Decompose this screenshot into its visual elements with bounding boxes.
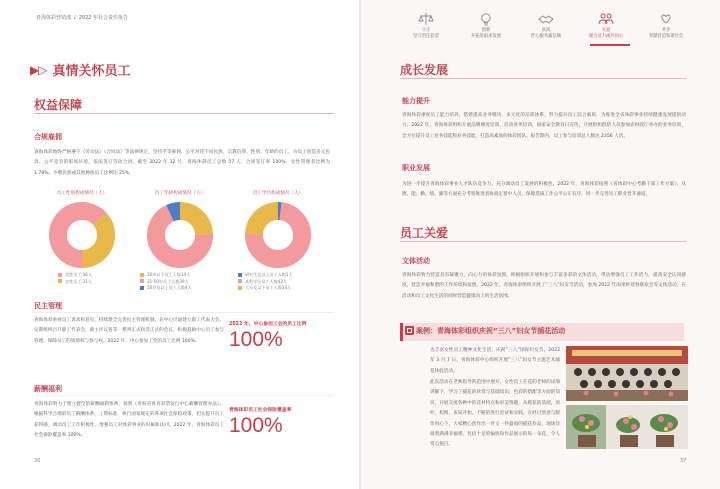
case-title: 案例：青海体彩组织庆祝“三八”妇女节插花活动 — [416, 327, 566, 335]
legend-label: 30岁以下员工人数14人 — [147, 272, 191, 277]
subsection-ability: 能力提升 — [402, 97, 430, 105]
section-title-rights: 权益保障 — [34, 98, 83, 112]
flower-arrangement-photo — [566, 405, 688, 449]
welfare-paragraph: 青海体彩致力于建立健全的薪酬福利体系，按照《青海省体育彩票发行中心薪酬管理办法》，根据科学合理的员工薪酬体系，工资标准、执行国家规定的各项社会保险政策，切实提升员工获得感，调动员工工作积极性，增强员工对体彩事业的归属和认同。2022 年，青海体彩员工社会保险覆盖率 100%。 — [34, 402, 224, 439]
nav-item-label: 关爱 聚合员力画共同心 — [588, 28, 624, 39]
section-divider — [400, 78, 686, 79]
nav-active-underline — [590, 44, 630, 46]
running-header — [36, 14, 128, 21]
page-number-left: 36 — [34, 458, 41, 464]
page-gutter — [359, 0, 361, 489]
legal-paragraph: 青海体彩始终严格遵守《劳动法》《合同法》等法律规定，坚持平等雇佣，公平对待不同民族、宗教信仰、性别、年龄的员工，为员工创造多元包容、公平竞争的职场环境，依法签订劳动合同。截至 2022 年 12 月，青海体彩员工总数 57 人，合同签订率 100%，女性管理者比例为 1.78%，少数民族或其他种族员工比例达 25%。 — [34, 150, 330, 176]
donut-hole — [263, 220, 293, 250]
page-number-right: 37 — [680, 458, 687, 464]
donut-chart-gender — [48, 201, 116, 269]
nav-item-sincerity[interactable] — [524, 12, 568, 40]
case-paragraph-1: 为丰富女性员工精神文化生活，庆祝“三八”国际妇女节，2022 年 3 月 7 日，青海体彩中心组织开展“三八”妇女节主题艺术插花体验活动。 — [430, 348, 560, 374]
culture-paragraph: 青海体彩致力营造具有凝聚力、向心力的体彩氛围，积极组织开展和参与丰富多彩的文体活动，带动增强员工工作活力，提高安全认同感度，营造幸福和谐的工作环境和氛围。2022 年，青海体彩组织开展了“三八”妇女节活动，参加 2022 年雨果杯迎春联欢会等文体活动，在活动和员工文化生活的同时营造健康向上的生活氛围。 — [402, 273, 686, 299]
subsection-culture: 文体活动 — [402, 257, 430, 265]
nav-item-label: 创新 开拓进取求发展 — [470, 28, 502, 39]
legend-swatch — [58, 273, 62, 277]
subsection-welfare: 薪酬福利 — [34, 385, 62, 393]
header-separator: / — [74, 15, 76, 21]
nav-item-label: 守正 坚守责任彩票 — [413, 28, 439, 39]
chapter-title-text: 真情关怀员工 — [52, 64, 131, 79]
donut-hole — [165, 220, 195, 250]
header-report: 2022 年社会责任报告 — [78, 15, 129, 21]
legend-swatch — [140, 279, 144, 283]
donut-chart-education — [244, 201, 312, 269]
group-photo — [566, 346, 688, 401]
nav-item-integrity[interactable] — [404, 12, 448, 40]
stat-value-insurance: 100% — [229, 414, 283, 437]
legend-swatch — [58, 279, 62, 283]
legend-swatch — [238, 279, 242, 283]
legend-label: 研究生及以上员工人数1人 — [245, 272, 293, 277]
section-divider — [34, 113, 334, 114]
section-divider — [400, 241, 686, 242]
chapter-arrow-icon: ▶▷ — [30, 62, 47, 77]
stat-value-union: 100% — [229, 328, 283, 351]
balance-icon — [418, 12, 434, 26]
heart-hands-icon — [658, 12, 674, 26]
career-paragraph: 为进一步提升青海体彩事业人才队伍竞争力，充分调动员工发展的积极性，2022 年，青海体彩按照《省体彩中心考勤干部工作方案》，从德、能、勤、绩、廉等方面充分考察推进者协商定着中人员，保障选拔工作公平公正有序，进一步完善员工职业晋升通道。 — [402, 182, 686, 198]
nav-item-label: 真诚 匠心服务赢信赖 — [530, 28, 562, 39]
legend-label: 女性员工 21人 — [65, 278, 92, 284]
chart-title-gender: 员工性别构成情况（人） — [56, 191, 108, 196]
nav-item-innovation[interactable] — [464, 12, 508, 40]
legend-label: 男性员工 36人 — [65, 272, 92, 277]
case-paragraph-2: 此次活动在老师指导的范围中展开，女性员工在花的老师的详细讲解下，学习了插花的欣赏与基础知识，色彩的搭配等方面的知识，开展交流各种中的花材特点和审美情趣，从模花的基础，剪叶，构图，布局开始，不断的进行尝试和实践，在经过创意与制作用心下，大家精心创作出一件又一件盛放的插花作品，现场洋溢着满满幸福感，包括十足的愉快和作品展示的每一朵花，令人赏心悦目。 — [430, 380, 560, 448]
case-book-icon — [405, 326, 414, 335]
subsection-democratic: 民主管理 — [34, 302, 62, 310]
section-title-growth: 成长发展 — [400, 63, 449, 77]
section-title-care: 员工关爱 — [400, 226, 449, 240]
chart-title-education: 员工学历构成情况（人） — [252, 191, 304, 196]
people-icon — [598, 12, 614, 26]
legend-gender — [58, 272, 92, 285]
chapter-title — [30, 60, 130, 79]
legend-age — [140, 272, 192, 292]
subsection-divider — [34, 395, 334, 396]
legend-label: 31-50岁员工人数39人 — [147, 278, 189, 284]
democratic-paragraph: 青海体彩重视员工诉求和意见，持续建全完善民主管理机制。在中心层面建立职工代表大会，定期组织召开职工代表会，就主评议各等一系列正式和非正式的会议，积极鼓励中心员工参与管理，保障员工的知情权与参与权。2022 年，中心参加工会的员工比例 100%。 — [34, 318, 224, 344]
subsection-legal: 合规雇佣 — [34, 133, 62, 141]
donut-hole — [67, 220, 97, 250]
nav-item-label: 共享 奉献营造和谐社会 — [648, 28, 684, 39]
donut-chart-age — [146, 201, 214, 269]
lightbulb-icon — [478, 12, 494, 26]
stat-label-union: 2022 年，中心参加工会的员工比例 — [229, 322, 307, 327]
header-org: 青海体彩营销部 — [36, 15, 72, 21]
legend-swatch — [140, 273, 144, 277]
nav-item-care[interactable] — [584, 12, 628, 40]
legend-item — [238, 272, 293, 279]
legend-education — [238, 272, 293, 292]
chart-title-age: 员工年龄构成情况（人） — [154, 191, 206, 196]
legend-swatch — [140, 286, 144, 290]
legend-swatch — [238, 286, 242, 290]
chapter-nav — [404, 12, 688, 40]
legend-label: 大专及以下员工人数14人 — [245, 285, 292, 291]
nav-item-sharing[interactable] — [644, 12, 688, 40]
ability-paragraph: 青海体彩重视员工能力培养，搭建提高业务模块、多元化的培训体系，努力提升员工综合素质，为推进全省体彩事业持续健康发展提供动力。2022 年，青海体彩组织开展品牌刚度培训，启动业务培训，国家安全教育日宣传，开展组织群防人员参加省财政厅举办的业务培训，全方位提升员工业务技能和业务技能，打造高素质的体彩团队。报告期内，员工参与培训总人数达 2356 人次。 — [402, 113, 686, 139]
handshake-icon — [538, 12, 554, 26]
legend-swatch — [238, 273, 242, 277]
legend-item — [140, 285, 192, 292]
legend-item — [58, 272, 92, 279]
legend-label: 本科学历员工人数42人 — [245, 278, 288, 284]
legend-label: 50岁及以上员工人数4人 — [147, 285, 192, 291]
legend-item — [238, 285, 293, 292]
stat-label-insurance: 青海体彩员工社会保险覆盖率 — [229, 408, 292, 413]
legend-item — [58, 279, 92, 286]
legend-item — [140, 272, 192, 279]
subsection-career: 职业发展 — [402, 164, 430, 172]
subsection-divider — [34, 312, 334, 313]
